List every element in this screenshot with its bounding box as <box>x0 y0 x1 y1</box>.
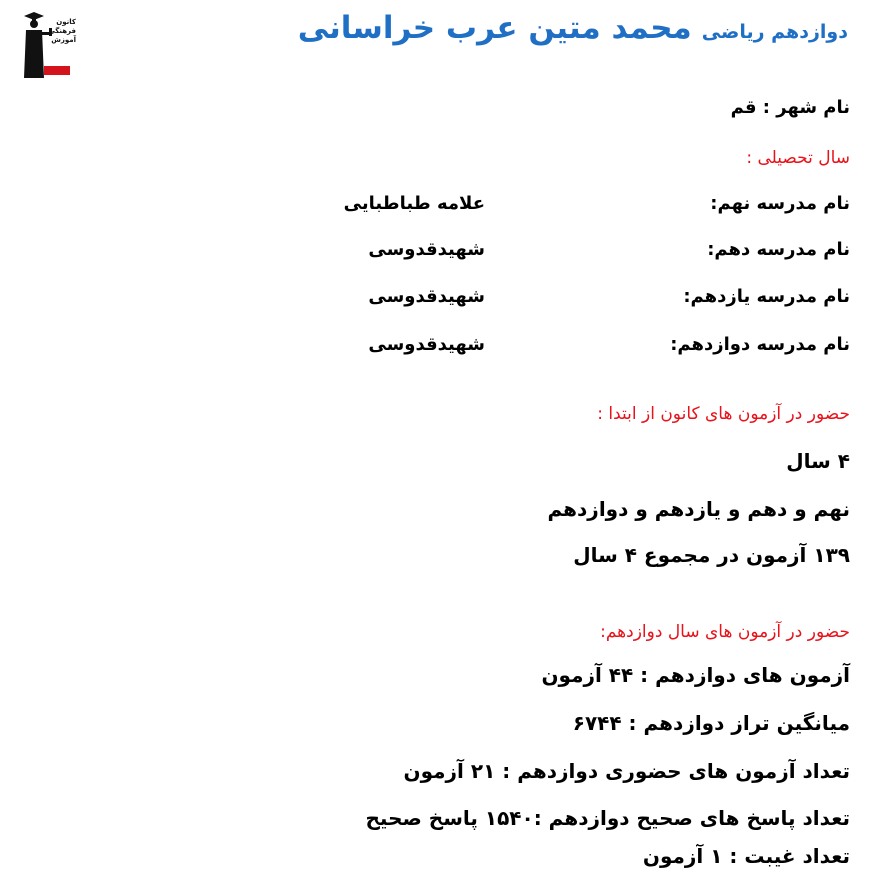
school-value: شهیدقدوسی <box>368 239 485 260</box>
student-name: محمد متین عرب خراسانی <box>297 10 692 46</box>
school-label: نام مدرسه دهم: <box>707 239 850 260</box>
school-row <box>350 239 850 269</box>
kanoon-attendance-heading: حضور در آزمون های کانون از ابتدا : <box>597 404 850 424</box>
school-label: نام مدرسه یازدهم: <box>683 286 850 307</box>
twelfth-exams: آزمون های دوازدهم : ۴۴ آزمون <box>541 663 850 687</box>
twelfth-avg-score: میانگین تراز دوازدهم : ۶۷۴۴ <box>572 711 850 735</box>
school-label: نام مدرسه نهم: <box>710 193 850 214</box>
kanoon-grades: نهم و دهم و یازدهم و دوازدهم <box>547 497 850 521</box>
page-header <box>298 10 848 46</box>
logo-line-4: قلم چی <box>46 47 74 55</box>
school-value: شهیدقدوسی <box>368 286 485 307</box>
school-row <box>350 286 850 316</box>
twelfth-attendance-heading: حضور در آزمون های سال دوازدهم: <box>600 622 850 642</box>
grade-label: دوازدهم ریاضی <box>701 21 848 43</box>
kanoon-logo <box>20 8 76 78</box>
city-line: نام شهر : قم <box>730 97 850 118</box>
school-value: علامه طباطبایی <box>343 193 485 214</box>
logo-line-3: آموزش <box>51 36 76 44</box>
school-value: شهیدقدوسی <box>368 334 485 355</box>
logo-line-1: کانون <box>56 18 76 26</box>
school-row <box>350 334 850 364</box>
twelfth-absence: تعداد غیبت : ۱ آزمون <box>642 844 850 868</box>
school-label: نام مدرسه دوازدهم: <box>670 334 850 355</box>
kanoon-years: ۴ سال <box>786 449 850 473</box>
academic-year-label: سال تحصیلی : <box>746 148 850 168</box>
kanoon-total: ۱۳۹ آزمون در مجموع ۴ سال <box>573 543 850 567</box>
logo-line-2: فرهنگی <box>48 27 76 35</box>
twelfth-correct: تعداد پاسخ های صحیح دوازدهم :۱۵۴۰ پاسخ صحیح <box>365 806 850 830</box>
twelfth-in-person: تعداد آزمون های حضوری دوازدهم : ۲۱ آزمون <box>403 759 850 783</box>
school-row <box>343 193 850 223</box>
